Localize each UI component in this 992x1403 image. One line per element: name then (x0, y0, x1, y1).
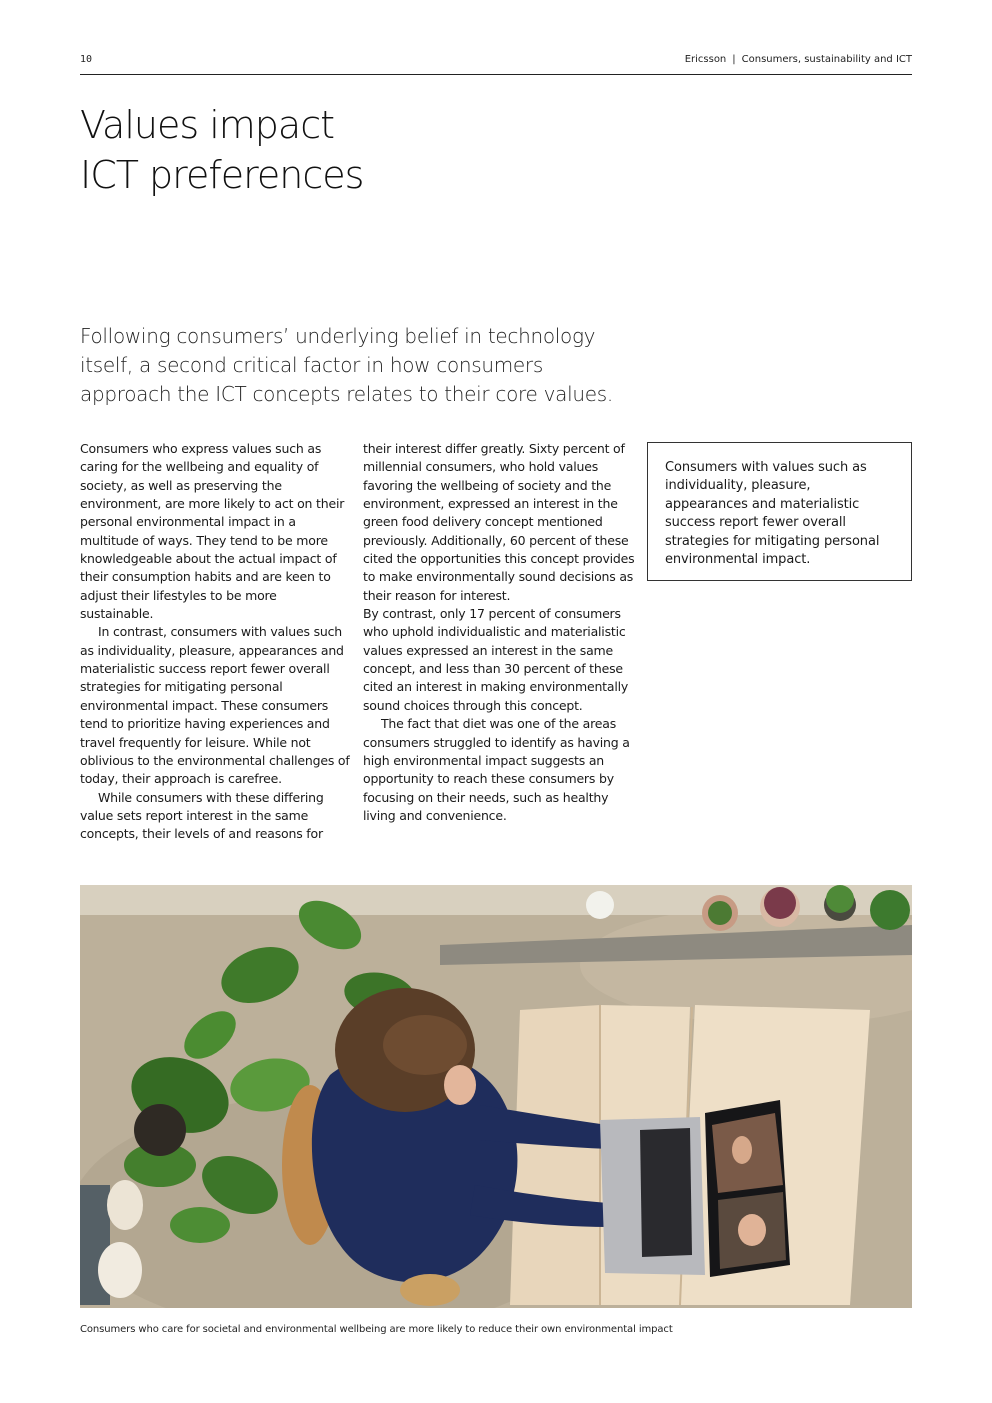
body-paragraph: their interest differ greatly. Sixty percent of millennial consumers, who hold values favoring the wellbeing of society and the environment, expressed an interest in the green food delivery concept mentioned previously. Additionally, 60 percent of these cited the opportunities this concept provides to make environmentally sound decisions as their reason for interest. (363, 441, 635, 603)
plant-pot (134, 1104, 186, 1156)
body-paragraph: The fact that diet was one of the areas consumers struggled to identify as having a high environmental impact suggests an opportunity to reach these consumers by focusing on their needs, such as healthy living and convenience. (363, 716, 630, 823)
company-name: Ericsson (684, 54, 727, 65)
table-left-plank (510, 1005, 600, 1305)
body-paragraph: In contrast, consumers with values such as individuality, pleasure, appearances and materialistic success report fewer overall strategies for mitigating personal environmental impact. These consumers tend to prioritize having experiences and travel frequently for leisure. While not oblivious to the environmental challenges of today, their approach is carefree. (80, 624, 350, 787)
body-paragraph: Consumers who express values such as caring for the wellbeing and equality of society, as well as preserving the environment, are more likely to act on their personal environmental impact in a multitude of ways. They tend to be more knowledgeable about the actual impact of their consumption habits and are keen to adjust their lifestyles to be more sustainable. (80, 441, 345, 622)
laptop-keyboard (640, 1128, 692, 1257)
laptop (600, 1100, 790, 1277)
lead-paragraph: Following consumers’ underlying belief in technology itself, a second critical factor in how consumers approach the ICT concepts relates to their core values. (80, 324, 613, 406)
page-header (80, 52, 912, 75)
body-column-2 (363, 440, 639, 825)
photo-caption: Consumers who care for societal and environmental wellbeing are more likely to reduce their own environmental impact (80, 1324, 673, 1335)
body-paragraph: By contrast, only 17 percent of consumers who uphold individualistic and materialistic values expressed an interest in the same concept, and less than 30 percent of these cited an interest in making environmentally sound choices through this concept. (363, 606, 629, 713)
title-line-1: Values impact (80, 103, 335, 147)
body-paragraph: While consumers with these differing value sets report interest in the same concepts, their levels of and reasons for (80, 789, 324, 842)
page-title (80, 100, 600, 200)
page-number: 10 (80, 54, 93, 65)
report-title: Consumers, sustainability and ICT (741, 54, 912, 65)
photo-illustration (80, 885, 912, 1308)
body-column-1 (80, 440, 352, 844)
photo-woman-at-laptop (80, 885, 912, 1308)
running-header (685, 54, 912, 65)
title-line-2: ICT preferences (80, 153, 364, 197)
header-separator: | (732, 54, 736, 65)
pull-quote-box: Consumers with values such as individuality, pleasure, appearances and materialistic success report fewer overall strategies for mitigating personal environmental impact. (647, 442, 912, 581)
